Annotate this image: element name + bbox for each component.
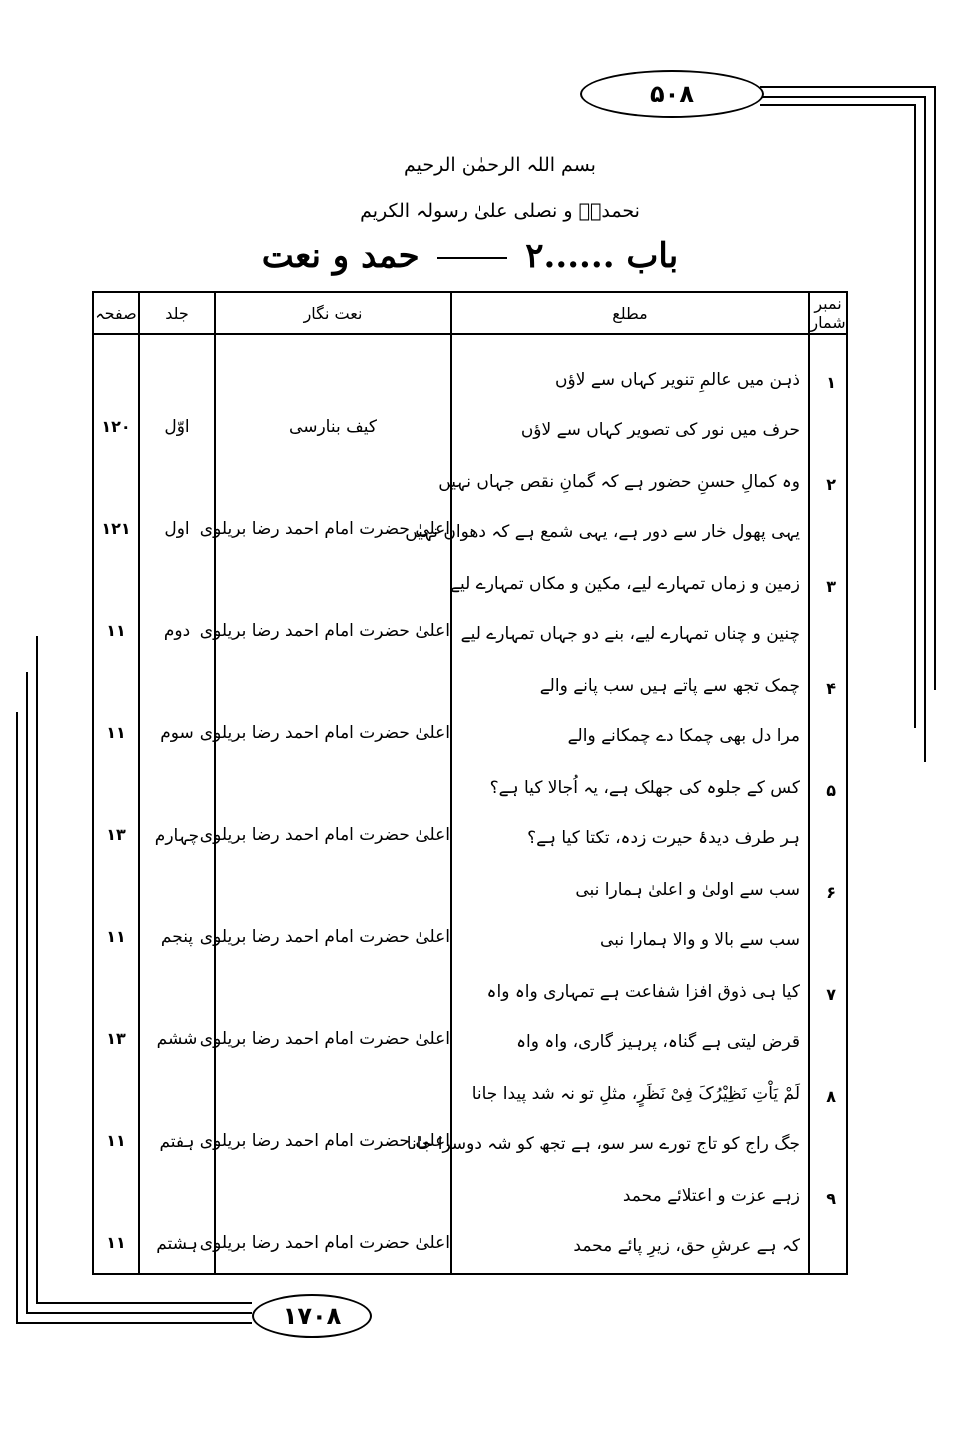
chapter-prefix: باب <box>626 236 679 276</box>
matla-line-2: سب سے بالا و والا ہمارا نبی <box>600 930 800 950</box>
volume: اول <box>164 519 190 539</box>
matla-line-2: کہ ہے عرشِ حق، زیرِ پائے محمد <box>573 1236 800 1256</box>
column-matla <box>405 334 809 1274</box>
poet-name: اعلیٰ حضرت امام احمد رضا بریلوی <box>199 1029 450 1049</box>
header-page: صفحہ <box>93 292 139 334</box>
matla-line-1: لَمْ یَاْتِ نَظِیْرُکَ فِیْ نَظَرٍ، مثلِ تو نہ شد پیدا جانا <box>471 1084 800 1104</box>
matla-line-1: زمین و زماں تمہارے لیے، مکین و مکاں تمہارے لیے <box>450 574 800 594</box>
column-page <box>93 334 139 1274</box>
page-ref: ۱۳ <box>106 1029 126 1048</box>
matla-line-1: سب سے اولیٰ و اعلیٰ ہمارا نبی <box>575 880 800 900</box>
page-ref: ۱۱ <box>106 621 126 640</box>
table-header-row <box>93 292 847 334</box>
matla-line-2: یہی پھول خار سے دور ہے، یہی شمع ہے کہ دھواں نہیں <box>405 522 800 542</box>
matla-line-2: مرا دل بھی چمکا دے چمکانے والے <box>567 726 800 746</box>
volume: چہارم <box>154 826 200 846</box>
frame-top-line-2 <box>760 96 926 98</box>
table-body-row <box>93 334 847 1274</box>
volume: ہشتم <box>156 1234 198 1254</box>
poet-name: اعلیٰ حضرت امام احمد رضا بریلوی <box>199 621 450 641</box>
page-number-top: ۵۰۸ <box>580 70 764 118</box>
header-matla: مطلع <box>451 292 809 334</box>
entry-number: ۲ <box>826 475 836 494</box>
frame-left-line-3 <box>36 636 38 1304</box>
frame-top-line-3 <box>760 104 916 106</box>
chapter-dots: ...... <box>543 236 615 276</box>
volume: ہفتم <box>159 1132 195 1152</box>
matla-line-2: ہر طرف دیدۂ حیرت زدہ، تکتا کیا ہے؟ <box>527 828 800 848</box>
frame-right-line-2 <box>924 96 926 762</box>
header-poet: نعت نگار <box>215 292 451 334</box>
poet-name: اعلیٰ حضرت امام احمد رضا بریلوی <box>199 927 450 947</box>
matla-line-1: کیا ہی ذوق افزا شفاعت ہے تمہاری واہ واہ <box>486 982 800 1002</box>
chapter-number: ۲ <box>525 236 544 276</box>
frame-right-line-1 <box>934 86 936 690</box>
entry-number: ۶ <box>826 883 836 902</box>
matla-line-1: زہے عزت و اعتلائے محمد <box>622 1186 800 1206</box>
matla-line-2: چنین و چناں تمہارے لیے، بنے دو جہاں تمہارے لیے <box>460 624 800 644</box>
matla-line-2: جگ راج کو تاج تورے سر سو، ہے تجھ کو شہ دوسرا جانا <box>406 1134 800 1154</box>
entry-number: ۹ <box>826 1189 836 1208</box>
column-poet <box>199 334 451 1274</box>
entry-number: ۴ <box>826 679 836 698</box>
chapter-title: حمد و نعت <box>261 236 420 276</box>
frame-top-line-1 <box>760 86 936 88</box>
poet-name: اعلیٰ حضرت امام احمد رضا بریلوی <box>199 1233 450 1253</box>
entry-number: ۳ <box>826 577 836 596</box>
frame-right-line-3 <box>914 104 916 728</box>
page-ref: ۱۱ <box>106 723 126 742</box>
page-ref: ۱۳ <box>106 825 126 844</box>
volume: پنجم <box>160 927 194 947</box>
page-ref: ۱۱ <box>106 1233 126 1252</box>
frame-bottom-line-3 <box>36 1302 252 1304</box>
volume: سوم <box>160 723 194 743</box>
poet-name: اعلیٰ حضرت امام احمد رضا بریلوی <box>199 825 450 845</box>
column-no <box>809 334 847 1274</box>
naat-index-table <box>92 291 848 1275</box>
salutation: نحمدہٗ و نصلی علیٰ رسولہ الکریم <box>360 200 640 222</box>
matla-line-2: قرض لیتی ہے گناہ، پرہیز گاری، واہ واہ <box>516 1032 800 1052</box>
frame-bottom-line-2 <box>26 1312 252 1314</box>
entry-number: ۵ <box>826 781 836 800</box>
matla-line-1: چمک تجھ سے پاتے ہیں سب پانے والے <box>539 676 800 696</box>
page-ref: ۱۲۰ <box>101 417 131 436</box>
header-no: نمبر شمار <box>810 294 846 332</box>
poet-name: کیف بنارسی <box>289 417 377 437</box>
volume: دوم <box>163 621 191 641</box>
header-volume: جلد <box>139 292 215 334</box>
matla-line-1: وہ کمالِ حسنِ حضور ہے کہ گمانِ نقص جہاں نہیں <box>438 472 800 492</box>
frame-bottom-line-1 <box>16 1322 252 1324</box>
volume: اوّل <box>164 417 190 437</box>
poet-name: اعلیٰ حضرت امام احمد رضا بریلوی <box>199 723 450 743</box>
matla-line-1: ذہن میں عالمِ تنویر کہاں سے لاؤں <box>555 370 800 390</box>
page-ref: ۱۲۱ <box>101 519 131 538</box>
frame-left-line-2 <box>26 672 28 1314</box>
basmala: بسم اللہ الرحمٰن الرحیم <box>404 154 596 176</box>
column-volume <box>139 334 215 1274</box>
page-ref: ۱۱ <box>106 927 126 946</box>
entry-number: ۸ <box>826 1087 836 1106</box>
frame-left-line-1 <box>16 712 18 1324</box>
poet-name: اعلیٰ حضرت امام احمد رضا بریلوی <box>199 1131 450 1151</box>
matla-line-2: حرف میں نور کی تصویر کہاں سے لاؤں <box>520 420 800 440</box>
page-ref: ۱۱ <box>106 1131 126 1150</box>
poet-name: اعلیٰ حضرت امام احمد رضا بریلوی <box>199 519 450 539</box>
chapter-dash <box>437 257 507 259</box>
entry-number: ۱ <box>826 373 836 392</box>
entry-number: ۷ <box>826 985 836 1004</box>
page-number-bottom: ۱۷۰۸ <box>252 1294 372 1338</box>
matla-line-1: کس کے جلوہ کی جھلک ہے، یہ اُجالا کیا ہے؟ <box>489 778 800 798</box>
volume: ششم <box>156 1029 198 1049</box>
chapter-heading <box>260 236 680 276</box>
